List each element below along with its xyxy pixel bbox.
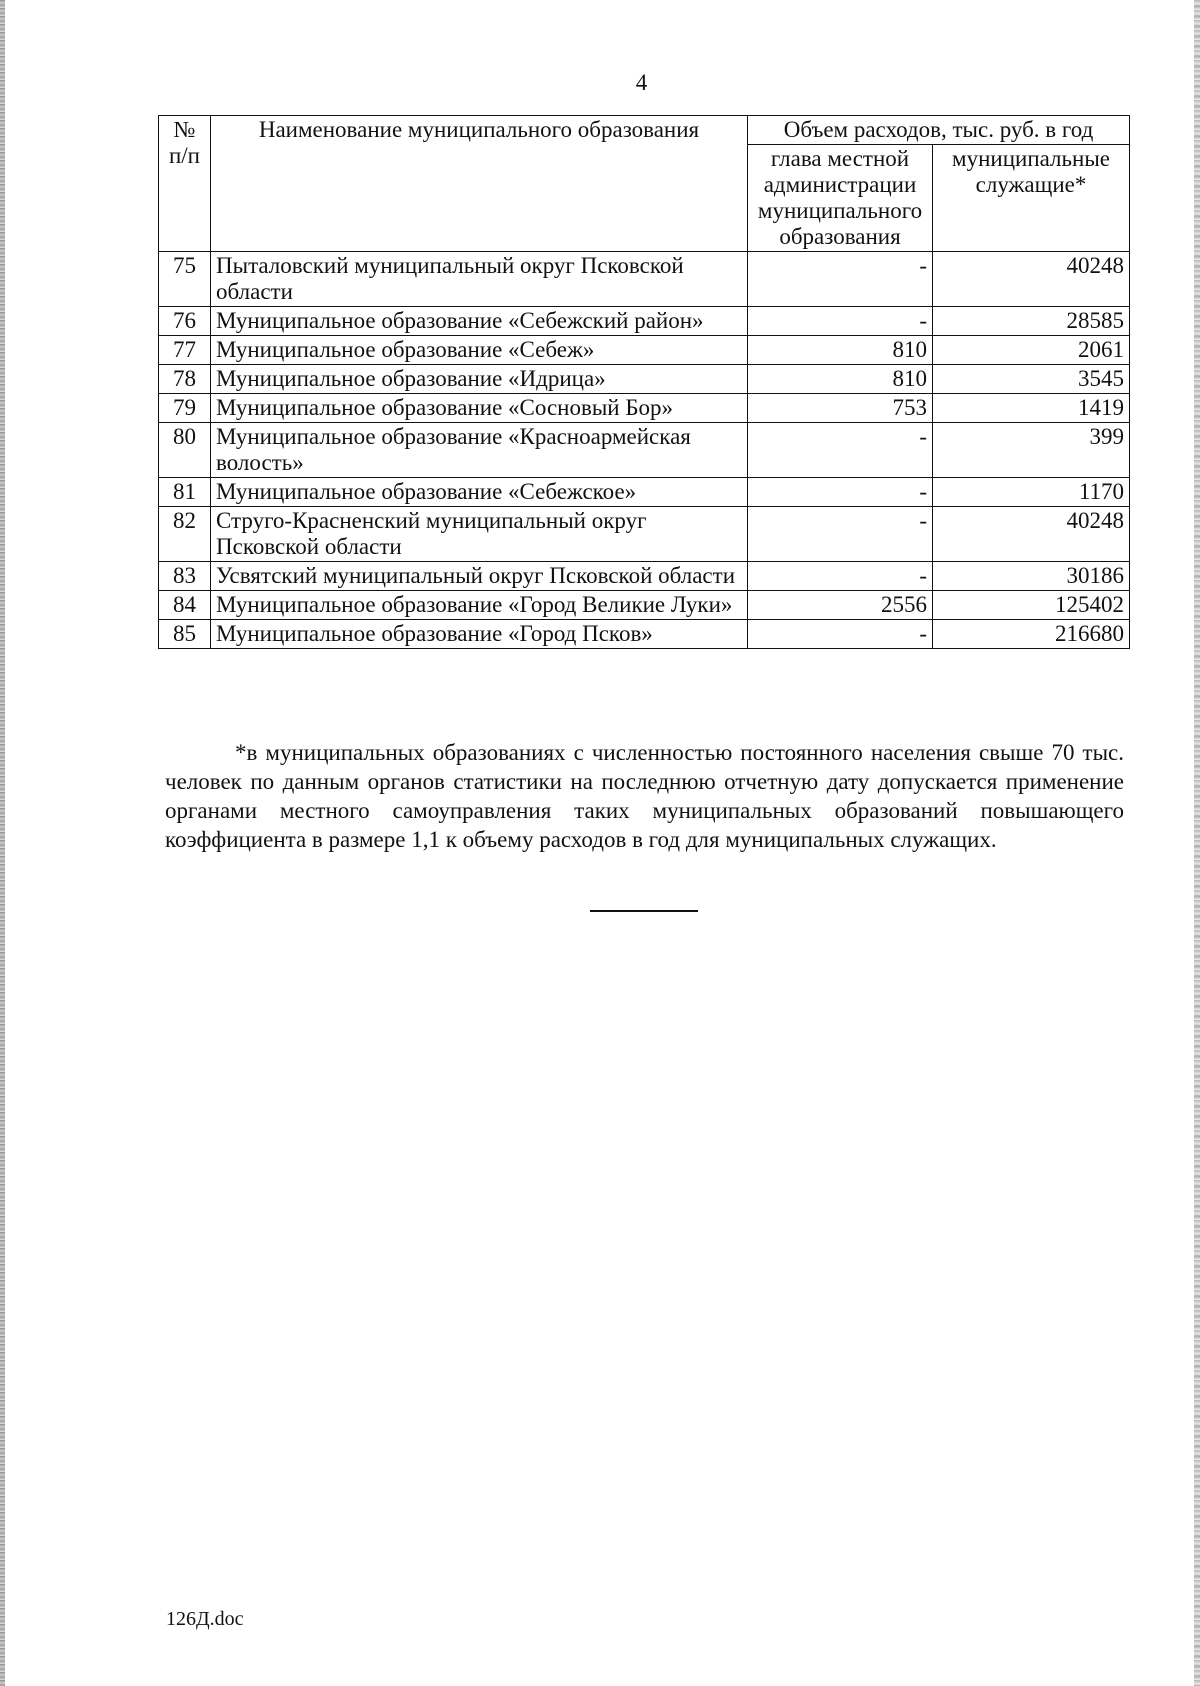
expenses-table [158, 115, 1130, 649]
row-number: 82 [159, 507, 211, 562]
table-row [159, 394, 1130, 423]
municipality-name: Муниципальное образование «Себежский район» [211, 307, 748, 336]
municipality-name: Муниципальное образование «Сосновый Бор» [211, 394, 748, 423]
row-number: 83 [159, 562, 211, 591]
table-row [159, 252, 1130, 307]
municipality-name: Пыталовский муниципальный округ Псковской области [211, 252, 748, 307]
head-expense-value: 810 [748, 365, 933, 394]
table-row [159, 365, 1130, 394]
head-expense-value: - [748, 507, 933, 562]
separator-line [590, 910, 698, 912]
employees-expense-value: 40248 [933, 252, 1130, 307]
head-expense-value: - [748, 307, 933, 336]
row-number: 81 [159, 478, 211, 507]
header-num: № п/п [159, 116, 211, 252]
employees-expense-value: 30186 [933, 562, 1130, 591]
page-number: 4 [635, 70, 648, 95]
row-number: 85 [159, 620, 211, 649]
scan-edge-left [0, 0, 5, 1686]
header-name: Наименование муниципального образования [211, 116, 748, 252]
employees-expense-value: 399 [933, 423, 1130, 478]
employees-expense-value: 1419 [933, 394, 1130, 423]
row-number: 78 [159, 365, 211, 394]
row-number: 77 [159, 336, 211, 365]
row-number: 80 [159, 423, 211, 478]
row-number: 76 [159, 307, 211, 336]
row-number: 75 [159, 252, 211, 307]
table-row [159, 507, 1130, 562]
table-row [159, 591, 1130, 620]
head-expense-value: 810 [748, 336, 933, 365]
employees-expense-value: 2061 [933, 336, 1130, 365]
header-expenses-group: Объем расходов, тыс. руб. в год [748, 116, 1130, 145]
municipality-name: Муниципальное образование «Город Великие Луки» [211, 591, 748, 620]
employees-expense-value: 40248 [933, 507, 1130, 562]
employees-expense-value: 1170 [933, 478, 1130, 507]
document-filename: 126Д.doc [166, 1608, 244, 1630]
scan-edge-right [1194, 0, 1200, 1686]
municipality-name: Муниципальное образование «Город Псков» [211, 620, 748, 649]
municipality-name: Муниципальное образование «Красноармейская волость» [211, 423, 748, 478]
employees-expense-value: 125402 [933, 591, 1130, 620]
table-row [159, 336, 1130, 365]
head-expense-value: - [748, 252, 933, 307]
head-expense-value: - [748, 562, 933, 591]
municipality-name: Струго-Красненский муниципальный округ Псковской области [211, 507, 748, 562]
head-expense-value: - [748, 620, 933, 649]
employees-expense-value: 28585 [933, 307, 1130, 336]
table-row [159, 423, 1130, 478]
footnote: *в муниципальных образованиях с численностью постоянного населения свыше 70 тыс. человек по данным органов статистики на последнюю отчетную дату допускается применение органами местного самоуправления таких муниципальных образований повышающего коэффициента в размере 1,1 к объему расходов в год для муниципальных служащих. [165, 740, 1124, 852]
head-expense-value: 753 [748, 394, 933, 423]
header-row-top [159, 116, 1130, 145]
table-row [159, 562, 1130, 591]
table-row [159, 307, 1130, 336]
municipality-name: Муниципальное образование «Себежское» [211, 478, 748, 507]
municipality-name: Усвятский муниципальный округ Псковской области [211, 562, 748, 591]
municipality-name: Муниципальное образование «Идрица» [211, 365, 748, 394]
header-municipal-employees: муниципальные служащие* [933, 145, 1130, 252]
table-body [159, 252, 1130, 649]
employees-expense-value: 3545 [933, 365, 1130, 394]
head-expense-value: - [748, 478, 933, 507]
table-row [159, 620, 1130, 649]
row-number: 84 [159, 591, 211, 620]
municipality-name: Муниципальное образование «Себеж» [211, 336, 748, 365]
head-expense-value: 2556 [748, 591, 933, 620]
table-row [159, 478, 1130, 507]
row-number: 79 [159, 394, 211, 423]
head-expense-value: - [748, 423, 933, 478]
table-header [159, 116, 1130, 252]
header-head-of-administration: глава местной администрации муниципального образования [748, 145, 933, 252]
employees-expense-value: 216680 [933, 620, 1130, 649]
